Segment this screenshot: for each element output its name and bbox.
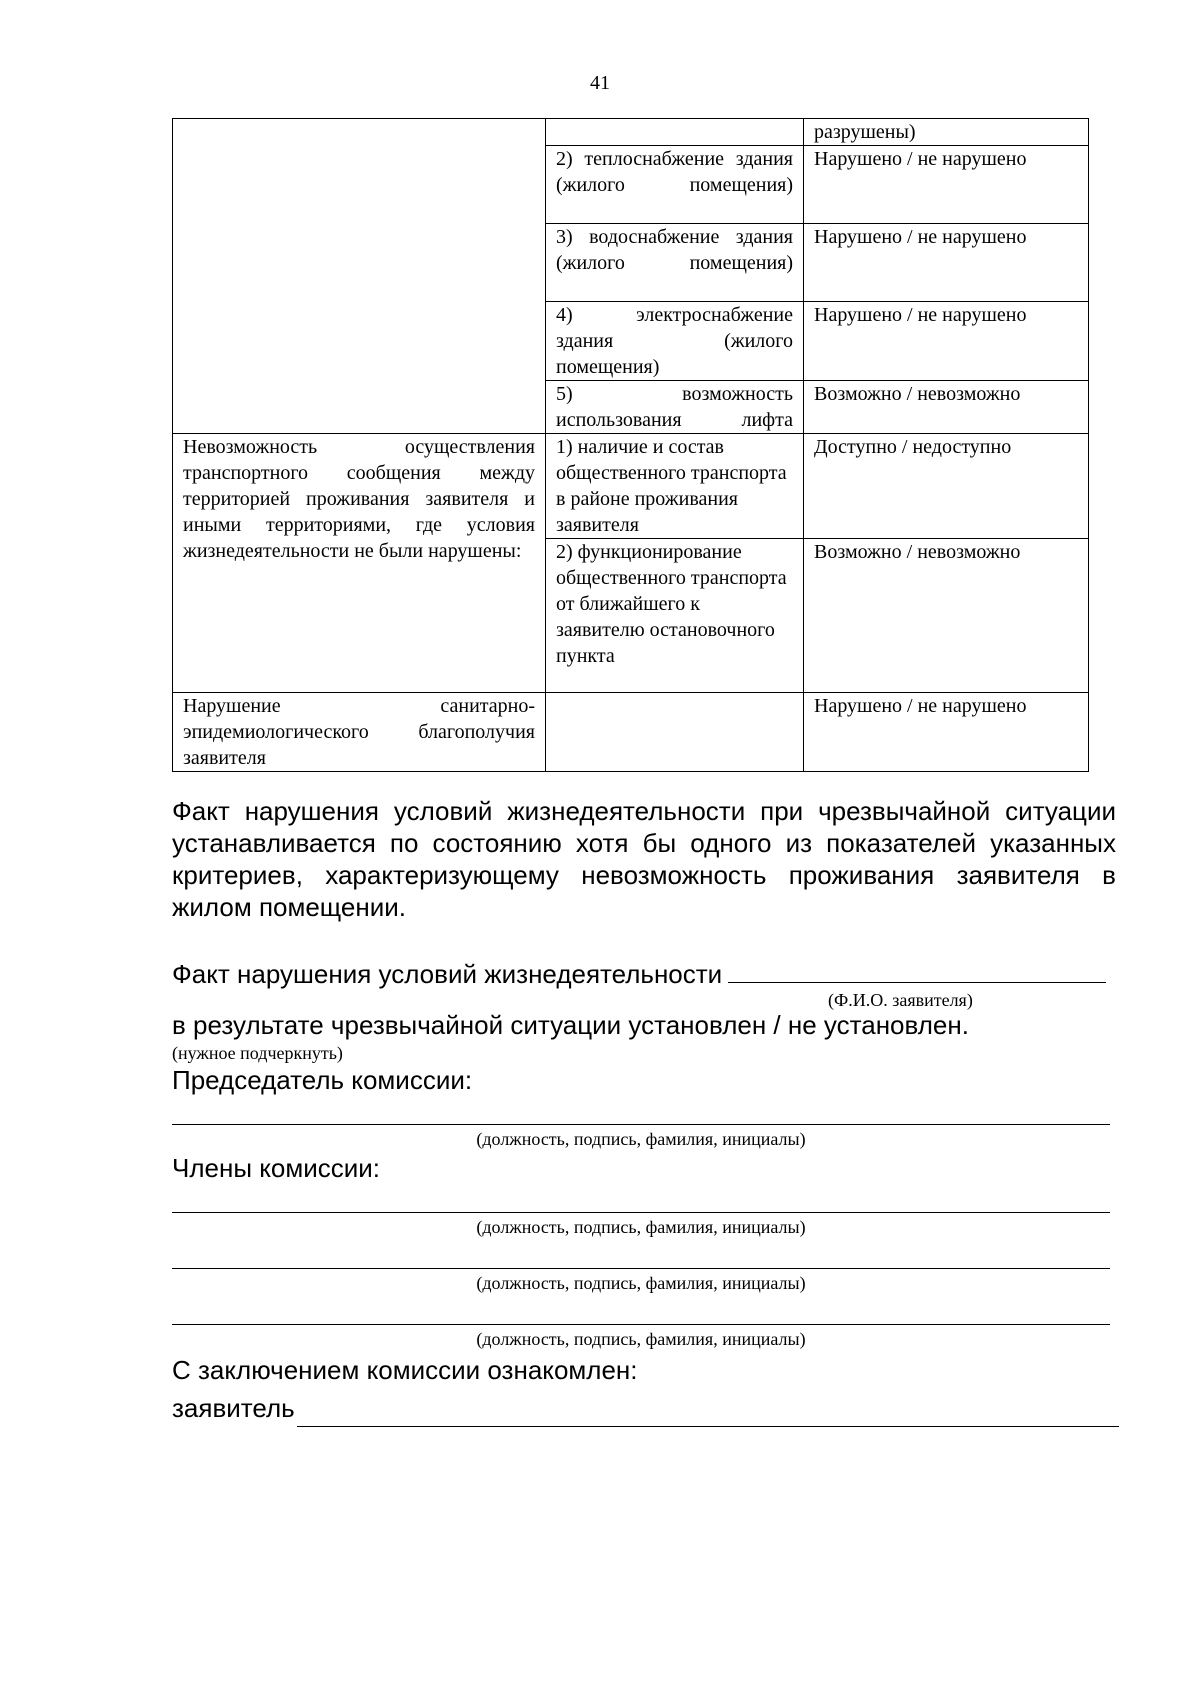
- table-cell-status: Возможно / невозможно: [804, 539, 1089, 693]
- table-cell-indicator: 1) наличие и состав общественного транспорта в районе проживания заявителя: [546, 434, 804, 539]
- signature-caption: (должность, подпись, фамилия, инициалы): [476, 1129, 806, 1149]
- table-cell-indicator: 5) возможность использования лифта: [546, 381, 804, 434]
- signature-caption: (должность, подпись, фамилия, инициалы): [476, 1273, 806, 1293]
- table-cell-indicator: 2) теплоснабжение здания (жилого помещения): [546, 146, 804, 224]
- member-signature-line[interactable]: [172, 1268, 1110, 1269]
- table-cell-status: разрушены): [804, 119, 1089, 146]
- applicant-label: заявитель: [172, 1393, 295, 1423]
- signature-caption: (должность, подпись, фамилия, инициалы): [476, 1329, 806, 1349]
- member-signature-line[interactable]: [172, 1212, 1110, 1213]
- table-cell-indicator: 2) функционирование общественного транспорта от ближайшего к заявителю остановочного пункта: [546, 539, 804, 693]
- chairman-label: Председатель комиссии:: [172, 1065, 473, 1095]
- member-signature-line[interactable]: [172, 1324, 1110, 1325]
- applicant-name-field[interactable]: [728, 958, 1106, 983]
- table-cell-status: Нарушено / не нарушено: [804, 146, 1089, 224]
- table-cell-status: Нарушено / не нарушено: [804, 224, 1089, 302]
- underline-hint: (нужное подчеркнуть): [172, 1043, 343, 1063]
- table-cell-indicator: [546, 693, 804, 772]
- acknowledged-label: С заключением комиссии ознакомлен:: [172, 1355, 638, 1385]
- chairman-signature-line[interactable]: [172, 1124, 1110, 1125]
- table-cell-status: Возможно / невозможно: [804, 381, 1089, 434]
- table-cell-indicator: 4) электроснабжение здания (жилого помещения): [546, 302, 804, 381]
- table-cell-status: Доступно / недоступно: [804, 434, 1089, 539]
- signature-caption: (должность, подпись, фамилия, инициалы): [476, 1217, 806, 1237]
- table-cell-criterion-transport: Невозможность осуществления транспортного сообщения между территорией проживания заявителя и иными территориями, где условия жизнедеятельности не были нарушены:: [173, 434, 546, 693]
- table-cell-criterion-empty: [173, 119, 546, 434]
- table-cell-status: Нарушено / не нарушено: [804, 302, 1089, 381]
- table-row: [173, 434, 1089, 539]
- table-cell-indicator: 3) водоснабжение здания (жилого помещения): [546, 224, 804, 302]
- members-label: Члены комиссии:: [172, 1153, 381, 1183]
- table-cell-criterion-sanitary: Нарушение санитарно-эпидемиологического благополучия заявителя: [173, 693, 546, 772]
- fact-label: Факт нарушения условий жизнедеятельности: [172, 959, 723, 989]
- table-cell-indicator: [546, 119, 804, 146]
- fact-line: [172, 958, 1116, 990]
- applicant-signature-line[interactable]: [297, 1426, 1119, 1427]
- fio-caption: (Ф.И.О. заявителя): [828, 990, 973, 1010]
- criteria-table: [172, 118, 1089, 772]
- table-cell-status: Нарушено / не нарушено: [804, 693, 1089, 772]
- table-row: [173, 119, 1089, 146]
- result-text: в результате чрезвычайной ситуации установлен / не установлен.: [172, 1010, 969, 1040]
- conclusion-paragraph: Факт нарушения условий жизнедеятельности при чрезвычайной ситуации устанавливается по состоянию хотя бы одного из показателей указанных критериев, характеризующему невозможность проживания заявителя в жилом помещении.: [172, 796, 1116, 922]
- page-number: 41: [590, 72, 610, 94]
- table-row: [173, 693, 1089, 772]
